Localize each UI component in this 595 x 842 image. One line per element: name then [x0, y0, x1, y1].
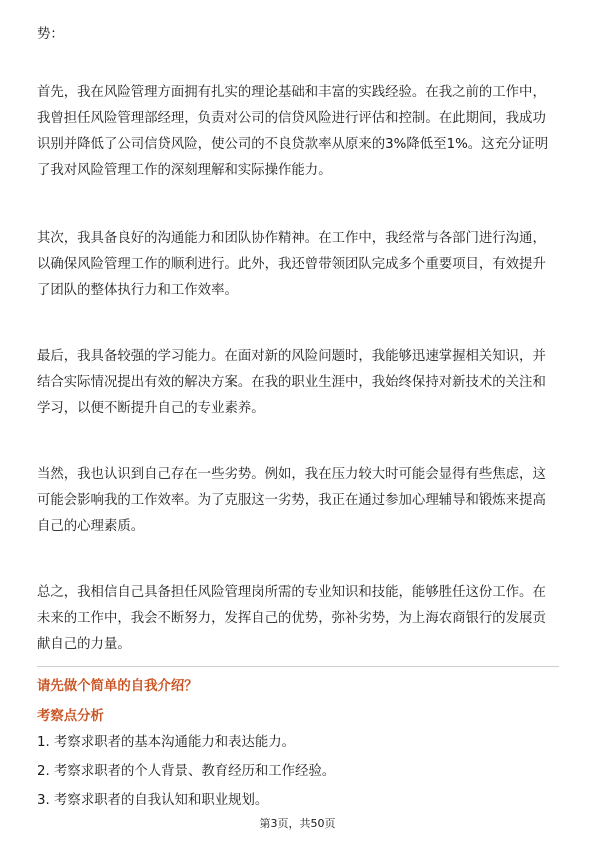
list-item: 3. 考察求职者的自我认知和职业规划。	[37, 793, 269, 808]
lead-text: 势：	[37, 27, 64, 42]
page-number: 第3页，共50页	[259, 817, 336, 830]
section-title: 考察点分析	[37, 709, 104, 724]
paragraph-experience: 首先，我在风险管理方面拥有扎实的理论基础和丰富的实践经验。在我之前的工作中，我曾担任风险管理部经理，负责对公司的信贷风险进行评估和控制。在此期间，我成功识别并降低了公司信贷风险，使公司的不良贷款率从原来的3%降低至1%。这充分证明了我对风险管理工作的深刻理解和实际操作能力。	[37, 85, 549, 178]
interview-question: 请先做个简单的自我介绍？	[37, 679, 198, 694]
list-item: 1. 考察求职者的基本沟通能力和表达能力。	[37, 735, 296, 750]
paragraph-weakness: 当然，我也认识到自己存在一些劣势。例如，我在压力较大时可能会显得有些焦虑，这可能会影响我的工作效率。为了克服这一劣势，我正在通过参加心理辅导和锻炼来提高自己的心理素质。	[37, 467, 546, 534]
analysis-points-list	[37, 730, 335, 817]
list-item: 2. 考察求职者的个人背景、教育经历和工作经验。	[37, 764, 336, 779]
paragraph-communication: 其次，我具备良好的沟通能力和团队协作精神。在工作中，我经常与各部门进行沟通，以确保风险管理工作的顺利进行。此外，我还曾带领团队完成多个重要项目，有效提升了团队的整体执行力和工作效率。	[37, 231, 546, 298]
section-divider	[37, 666, 559, 667]
paragraph-learning: 最后，我具备较强的学习能力。在面对新的风险问题时，我能够迅速掌握相关知识，并结合实际情况提出有效的解决方案。在我的职业生涯中，我始终保持对新技术的关注和学习，以便不断提升自己的专业素养。	[37, 349, 546, 416]
paragraph-summary: 总之，我相信自己具备担任风险管理岗所需的专业知识和技能，能够胜任这份工作。在未来的工作中，我会不断努力，发挥自己的优势，弥补劣势，为上海农商银行的发展贡献自己的力量。	[37, 585, 546, 652]
